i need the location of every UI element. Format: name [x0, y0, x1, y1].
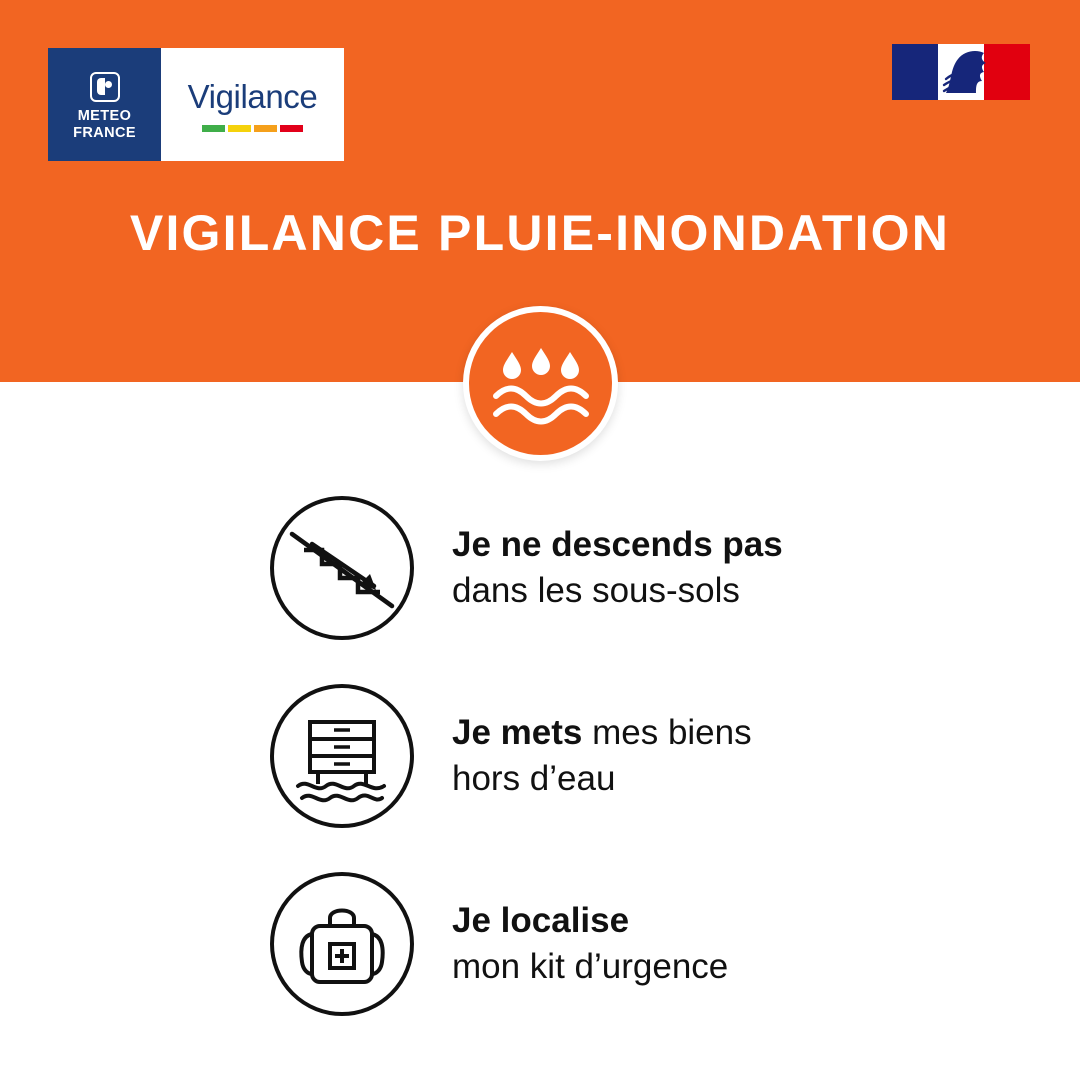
advice-bold: Je localise [452, 900, 630, 940]
advice-bold: Je ne descends pas [452, 524, 783, 564]
rain-flood-badge [463, 306, 618, 461]
meteo-france-mark-icon [90, 72, 120, 102]
flag-white-band [938, 44, 985, 100]
advice-bold: Je mets [452, 712, 583, 752]
scale-green [202, 125, 225, 132]
advice-text [452, 522, 783, 614]
flag-blue-band [892, 44, 938, 100]
french-republic-flag [892, 44, 1030, 100]
marianne-icon [942, 47, 994, 97]
advice-text [452, 898, 728, 990]
scale-yellow [228, 125, 251, 132]
vigilance-logo [161, 48, 344, 161]
scale-red [280, 125, 303, 132]
page-title: VIGILANCE PLUIE-INONDATION [129, 205, 951, 261]
advice-icon-wrapper [268, 870, 420, 1018]
advice-list [0, 474, 1080, 1038]
meteo-france-line2: FRANCE [73, 124, 136, 141]
advice-rest: hors d’eau [452, 759, 616, 798]
advice-inline: mes biens [582, 712, 752, 752]
advice-text [452, 710, 752, 802]
advice-row [0, 474, 1080, 662]
meteo-france-vigilance-logo [48, 48, 344, 161]
advice-row [0, 662, 1080, 850]
rain-flood-icon [488, 338, 594, 430]
advice-icon-wrapper [268, 682, 420, 830]
meteo-france-logo [48, 48, 161, 161]
no-stairs-down-icon [268, 494, 416, 642]
advice-icon-wrapper [268, 494, 420, 642]
vigilance-label: Vigilance [187, 77, 318, 115]
emergency-kit-icon [268, 870, 416, 1018]
vigilance-color-scale [202, 125, 303, 132]
advice-rest: dans les sous-sols [452, 571, 740, 610]
advice-row [0, 850, 1080, 1038]
scale-orange [254, 125, 277, 132]
furniture-above-water-icon [268, 682, 416, 830]
meteo-france-label [73, 108, 136, 140]
advice-rest: mon kit d’urgence [452, 947, 729, 986]
meteo-france-line1: METEO [77, 108, 132, 125]
